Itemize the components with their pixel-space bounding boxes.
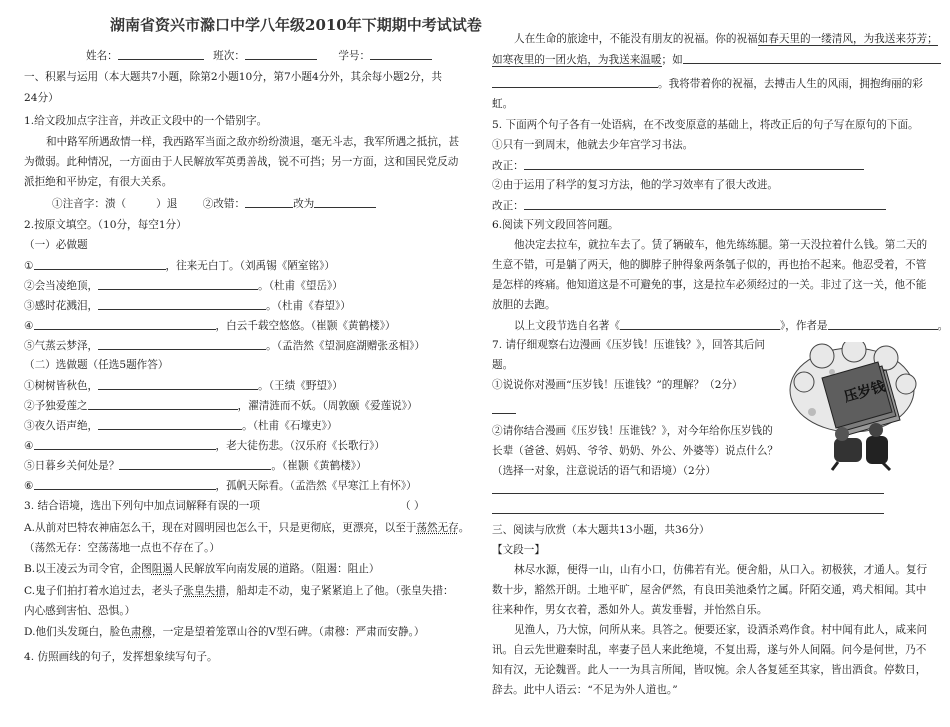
passage-1-line: 知有汉，无论魏晋。此人一一为具言所闻，皆叹惋。余人各复延至其家，皆出酒食。停数日， xyxy=(492,664,927,676)
q3-answer-bracket[interactable]: （ ） xyxy=(400,500,425,512)
section-1-heading-cont: 24分） xyxy=(24,92,59,104)
fill-text: ⑤日暮乡关何处是？ xyxy=(24,460,120,472)
q3-option-a-note: （荡然无存：空荡荡地一点也不存在了。） xyxy=(24,542,220,554)
q4-text: 人在生命的旅途中，不能没有朋友的祝福。你的祝福 xyxy=(514,33,758,45)
wrong-char-blank[interactable] xyxy=(245,196,293,208)
class-blank[interactable] xyxy=(245,48,317,60)
dotted-word: 张皇失措 xyxy=(183,585,226,597)
q3-option-c-note: 内心感到害怕、恐惧。） xyxy=(24,605,136,617)
passage-1-line: 林尽水源，便得一山，山有小口，仿佛若有光。便舍船，从口入。初极狭，才通人。复行 xyxy=(514,564,928,576)
q6-text: 以上文段节选自名著《 xyxy=(514,320,620,332)
choice-line-1 xyxy=(24,378,343,393)
q7-sub-2-cont: （选择一对象，注意说话的语气和语境）（2分） xyxy=(492,465,716,477)
fill-text: ③夜久语声绝， xyxy=(24,420,99,432)
fill-text: 。（杜甫《春望》） xyxy=(266,300,351,312)
q5-sentence-1: ①只有一到周末，他就去少年宫学习书法。 xyxy=(492,139,694,151)
answer-blank[interactable] xyxy=(34,478,216,490)
fill-text: 。（崔颢《黄鹤楼》） xyxy=(271,460,367,472)
book-blank[interactable] xyxy=(620,318,780,330)
correction-prompt: ②改错： xyxy=(202,198,246,210)
answer-blank[interactable] xyxy=(88,398,238,410)
q4-passage-line xyxy=(492,76,923,91)
answer-blank[interactable] xyxy=(98,418,242,430)
q1-answer-row xyxy=(52,196,376,211)
dotted-word: 荡然无存 xyxy=(416,522,459,534)
option-text: B.以王凌云为司令官，企图 xyxy=(24,563,152,575)
question-7: 7. 请仔细观察右边漫画《压岁钱！压谁钱？》，回答其后问 xyxy=(492,339,766,351)
q1-passage-line: 为微弱。此种情况，一方面由于人民解放军英勇善战，锐不可挡；另一方面，这和国民党反动 xyxy=(24,156,459,168)
fill-text: ，白云千载空悠悠。（崔颢《黄鹤楼》） xyxy=(215,320,396,332)
pinyin-prompt-end: ）退 xyxy=(156,198,178,210)
fill-text: ，老大徒伤悲。（汉乐府《长歌行》） xyxy=(215,440,385,452)
q3-option-a xyxy=(24,521,469,535)
question-4: 4. 仿照画线的句子，发挥想象续写句子。 xyxy=(24,651,218,663)
choice-line-3 xyxy=(24,418,338,433)
option-text: C.鬼子们拍打着水追过去，老头子 xyxy=(24,585,184,597)
q3-option-d xyxy=(24,625,425,639)
fill-num: ④ xyxy=(24,440,34,452)
passage-1-line: 讯。自云先世避秦时乱，率妻子邑人来此绝境，不复出焉，遂与外人间隔。问今是何世，乃不 xyxy=(492,644,927,656)
fix-blank[interactable] xyxy=(524,158,864,170)
q4-passage-line xyxy=(514,32,938,46)
section-1-heading: 一、积累与运用（本大题共7小题，除第2小题10分，第7小题4分外，其余每小题2分，共 xyxy=(24,71,442,83)
number-label: 学号： xyxy=(338,50,371,62)
number-blank[interactable] xyxy=(370,48,432,60)
q6-text: 。 xyxy=(937,320,949,332)
right-char-blank[interactable] xyxy=(314,196,376,208)
q6-passage-line: 是怎样的疼痛。他知道这是不可避免的事，这是拉车必须经过的一关。非过了这一关，他不能 xyxy=(492,279,927,291)
question-1: 1.给文段加点字注音，并改正文段中的一个错别字。 xyxy=(24,115,268,127)
fill-text: ，濯清涟而不妖。（周敦颐《爱莲说》） xyxy=(237,400,418,412)
answer-blank[interactable] xyxy=(98,298,266,310)
choice-line-6 xyxy=(24,478,417,493)
fix-label: 改正： xyxy=(492,200,524,212)
student-info-row xyxy=(86,48,432,63)
underlined-sentence: 如春天里的一缕清风，为我送来芬芳； xyxy=(757,33,938,45)
author-blank[interactable] xyxy=(828,318,938,330)
q7-sub-1: ①说说你对漫画“压岁钱！压谁钱？”的理解？（2分） xyxy=(492,379,743,391)
option-text: ，一定是望着笼罩山谷的V型石碑。（肃穆：严肃而安静。） xyxy=(152,626,425,638)
fill-text: ②予独爱莲之 xyxy=(24,400,88,412)
passage-1-line: 辞去。此中人语云：“不足为外人道也。” xyxy=(492,684,678,696)
answer-blank[interactable] xyxy=(98,378,258,390)
choice-line-4 xyxy=(24,438,385,453)
option-text: D.他们头发斑白，脸色 xyxy=(24,626,131,638)
name-label: 姓名： xyxy=(86,50,118,62)
q1-passage-line: 和中路军所遇敌情一样，我西路军当面之敌亦纷纷溃退，毫无斗志，我军所遇之抵抗，甚 xyxy=(46,136,460,148)
q4-text: 。我将带着你的祝福，去搏击人生的风雨，拥抱绚丽的彩 xyxy=(658,78,923,90)
q4-answer-blank-2[interactable] xyxy=(492,76,658,88)
option-text: 。 xyxy=(458,522,470,534)
dotted-word: 肃穆 xyxy=(130,626,153,638)
passage-1-line: 数十步，豁然开朗。土地平旷，屋舍俨然，有良田美池桑竹之属。阡陌交通，鸡犬相闻。其中 xyxy=(492,584,927,596)
q7-sub-1-answer xyxy=(492,402,516,417)
optional-group: （二）选做题（任选5题作答） xyxy=(24,359,169,371)
fill-line-3 xyxy=(24,298,351,313)
fill-text: 。（孟浩然《望洞庭湖赠张丞相》） xyxy=(266,340,426,352)
passage-1-line: 见渔人，乃大惊，问所从来。具答之。便要还家，设酒杀鸡作食。村中闻有此人，咸来问 xyxy=(514,624,928,636)
pinyin-prompt: ①注音字：溃（ xyxy=(52,198,127,210)
q6-passage-line: 他决定去拉车，就拉车去了。赁了辆破车，他先练练腿。第一天没拉着什么钱。第二天的 xyxy=(514,239,928,251)
q7-answer-blank-2[interactable] xyxy=(492,482,884,494)
correction-to: 改为 xyxy=(293,198,315,210)
q7-answer-line xyxy=(492,502,884,517)
q3-option-b xyxy=(24,562,379,576)
fill-num: ① xyxy=(24,260,34,272)
q6-question xyxy=(514,318,948,333)
fill-text: ③感时花溅泪， xyxy=(24,300,99,312)
cartoon-illustration xyxy=(782,342,922,472)
fix-blank[interactable] xyxy=(524,198,886,210)
q4-answer-blank[interactable] xyxy=(683,52,941,64)
class-label: 班次： xyxy=(213,50,245,62)
q5-fix-2 xyxy=(492,198,886,213)
q6-passage-line: 生意不错，可是躺了两天，他的脚脖子肿得象两条瓠子似的，再也抬不起来。他忍受着，不管 xyxy=(492,259,927,271)
cartoon-banner: 压岁钱 xyxy=(842,378,888,406)
fill-text: 。（王绩《野望》） xyxy=(258,380,343,392)
option-text: ，船却走不动，鬼子紧紧追上了他。（张皇失措： xyxy=(225,585,454,597)
exam-title: 湖南省资兴市滁口中学八年级2010年下期期中考试试卷 xyxy=(110,16,482,34)
dotted-word: 阻遏 xyxy=(151,563,173,575)
required-group: （一）必做题 xyxy=(24,239,88,251)
answer-blank[interactable] xyxy=(119,458,271,470)
q7-answer-blank-3[interactable] xyxy=(492,502,884,514)
passage-1-line: 往来种作，男女衣着，悉如外人。黄发垂髫，并怡然自乐。 xyxy=(492,604,768,616)
underlined-sentence: 如寒夜里的一团火焰，为我送来温暖 xyxy=(492,54,662,66)
fill-line-1 xyxy=(24,258,335,273)
fill-line-4 xyxy=(24,318,396,333)
fill-line-2 xyxy=(24,278,343,293)
q7-sub-2: ②请你结合漫画《压岁钱！压谁钱？》，对今年给你压岁钱的 xyxy=(492,425,773,437)
fill-text: 。（杜甫《望岳》） xyxy=(258,280,343,292)
q3-option-c xyxy=(24,584,454,598)
q1-passage-line: 派拒绝和平协定，有很大关系。 xyxy=(24,176,173,188)
q7-sub-2-cont: 长辈（爸爸、妈妈、爷爷、奶奶、外公、外婆等）说点什么？ xyxy=(492,445,779,457)
question-7-cont: 题。 xyxy=(492,359,514,371)
fix-label: 改正： xyxy=(492,160,524,172)
section-3-heading: 三、阅读与欣赏（本大题共13小题，共36分） xyxy=(492,524,710,536)
fill-text: ②会当凌绝顶， xyxy=(24,280,99,292)
q5-sentence-2: ②由于运用了科学的复习方法，他的学习效率有了很大改进。 xyxy=(492,179,779,191)
question-5: 5. 下面两个句子各有一处语病，在不改变原意的基础上，将改正后的句子写在原句的下面。 xyxy=(492,119,919,131)
q5-fix-1 xyxy=(492,158,864,173)
passage-1-label: 【文段一】 xyxy=(492,544,545,556)
q4-passage-line xyxy=(492,52,941,67)
fill-text: ⑤气蒸云梦泽， xyxy=(24,340,99,352)
answer-blank[interactable] xyxy=(98,278,258,290)
fill-text: 。（杜甫《石壕吏》） xyxy=(242,420,338,432)
fill-num: ⑥ xyxy=(24,480,34,492)
q4-text: ；如 xyxy=(661,54,683,66)
name-blank[interactable] xyxy=(118,48,204,60)
question-6: 6.阅读下列文段回答问题。 xyxy=(492,219,619,231)
option-text: A.从前对巴特农神庙怎么干，现在对圆明园也怎么干，只是更彻底，更漂亮，以至于 xyxy=(24,522,417,534)
q7-answer-blank[interactable] xyxy=(492,402,516,414)
answer-blank[interactable] xyxy=(98,338,266,350)
fill-line-5 xyxy=(24,338,425,353)
answer-blank[interactable] xyxy=(34,318,216,330)
choice-line-5 xyxy=(24,458,367,473)
fill-text: ①树树皆秋色， xyxy=(24,380,99,392)
choice-line-2 xyxy=(24,398,418,413)
q6-passage-line: 放胆的去跑。 xyxy=(492,299,556,311)
question-3: 3. 结合语境，选出下列句中加点词解释有误的一项 xyxy=(24,500,260,512)
fill-text: ，往来无白丁。（刘禹锡《陋室铭》） xyxy=(165,260,335,272)
fill-text: ，孤帆天际看。（孟浩然《早寒江上有怀》） xyxy=(215,480,417,492)
option-text: 人民解放军向南发展的道路。（阻遏：阻止） xyxy=(172,563,380,575)
q6-text: 》，作者是 xyxy=(779,320,828,332)
question-2: 2.按原文填空。（10分，每空1分） xyxy=(24,219,187,231)
answer-blank[interactable] xyxy=(34,438,216,450)
q7-answer-line xyxy=(492,482,884,497)
q4-passage-line: 虹。 xyxy=(492,98,514,110)
fill-num: ④ xyxy=(24,320,34,332)
answer-blank[interactable] xyxy=(34,258,166,270)
